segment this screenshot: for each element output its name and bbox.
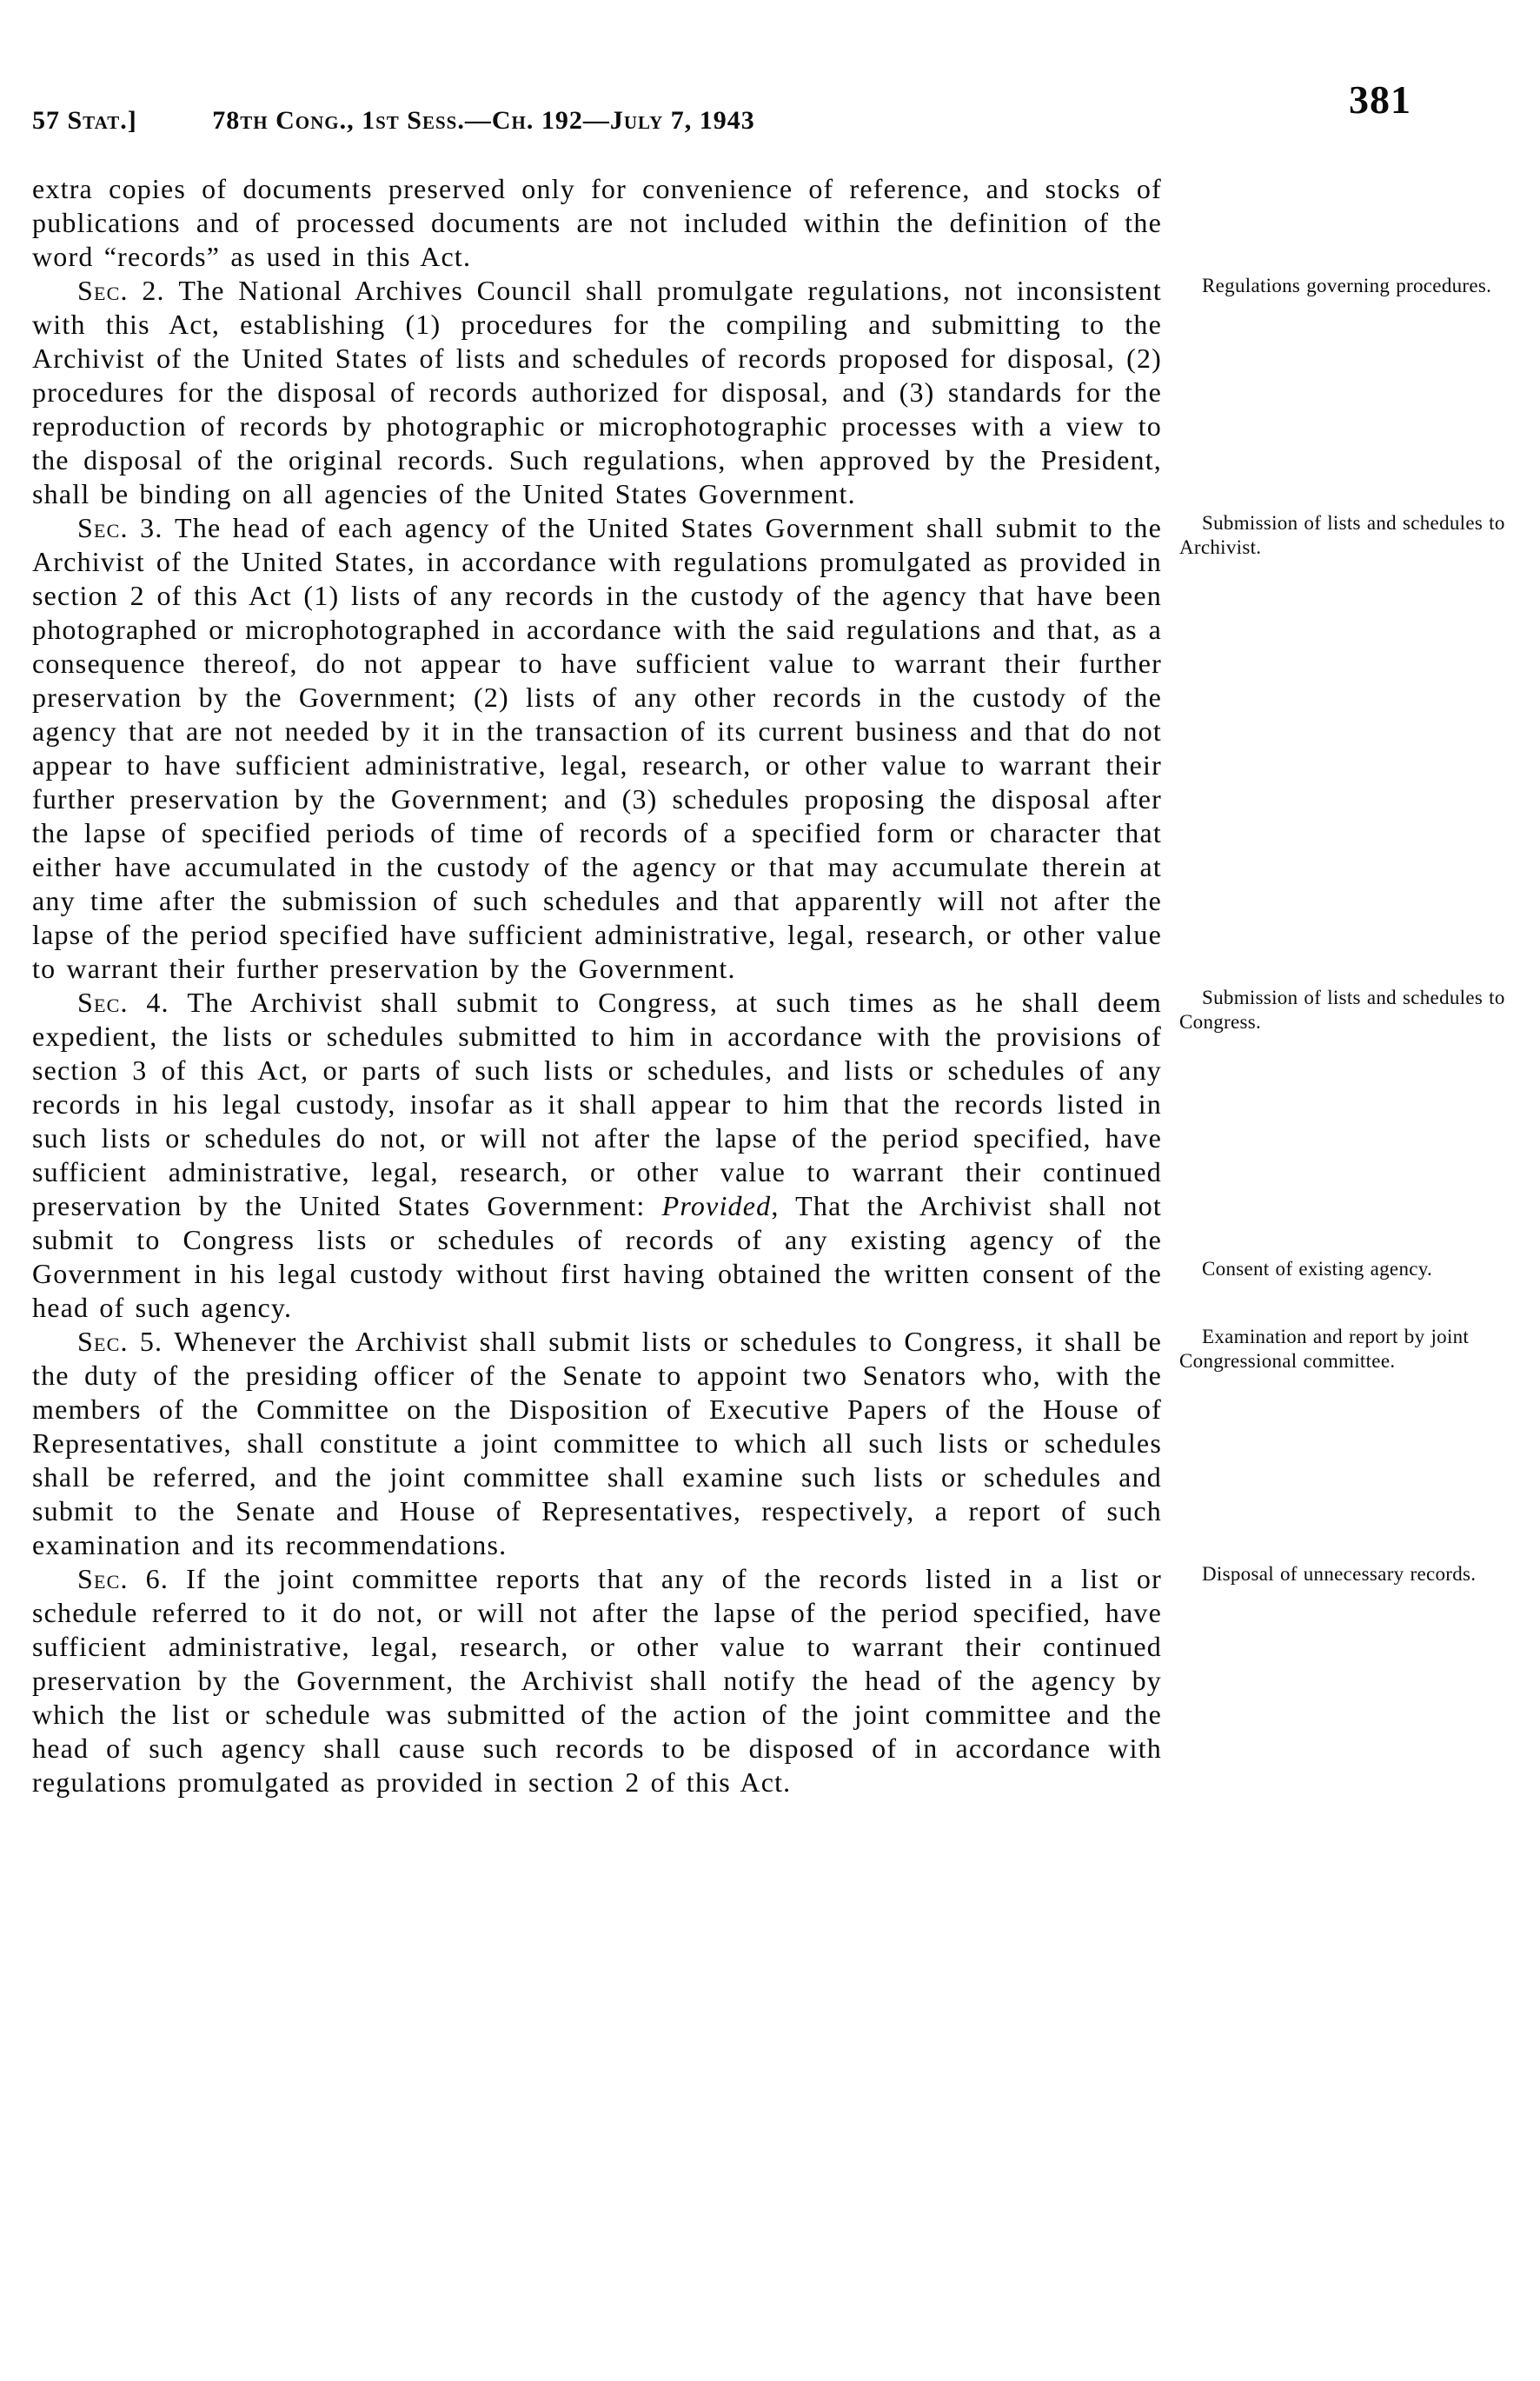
paragraph-text: The Archivist shall submit to Congress, at such times as he shall deem expedient, the lists or schedules submitted to him in accordance with the provisions of section 3 of this Act, or parts of such lists or schedules, and lists or schedules of any records in his legal custody, insofar as it shall appear to him that the records listed in such lists or schedules do not, or will not after the lapse of the period specified, have sufficient administrative, legal, research, or other value to warrant their continued preservation by the United States Government: (32, 987, 1163, 1221)
section-label: Sec. 4. (77, 987, 188, 1018)
section-label: Sec. 2. (77, 275, 179, 306)
paragraph (32, 274, 1492, 511)
paragraph-text: extra copies of documents preserved only for convenience of reference, and stocks of publications and of processed documents are not included within the definition of the word “records” as used in this Act. (32, 173, 1162, 272)
paragraph (32, 986, 1505, 1325)
paragraph (32, 511, 1505, 986)
paragraph-text: If the joint committee reports that any of the records listed in a list or schedule referred to it do not, or will not after the lapse of the period specified, have sufficient administrative, legal, research, or other value to warrant their continued preservation by the Government, the Archivist shall notify the head of the agency by which the list or schedule was submitted of the action of the joint committee and the head of such agency shall cause such records to be disposed of in accordance with regulations promulgated as provided in section 2 of this Act. (32, 1563, 1162, 1798)
paragraph-text: The head of each agency of the United States Government shall submit to the Archivist of the United States, in accordance with regulations promulgated as provided in section 2 of this Act (1) lists of any records in the custody of the agency that have been photographed or microphotographed in accordance with the said regulations and that, as a consequence thereof, do not appear to have sufficient value to warrant their further preservation by the Government; (2) lists of any other records in the custody of the agency that are not needed by it in the transaction of its current business and that do not appear to have sufficient administrative, legal, research, or other value to warrant their further preservation by the Government; and (3) schedules proposing the disposal after the lapse of specified periods of time of records of a specified form or character that either have accumulated in the custody of the agency or that may accumulate therein at any time after the submission of such schedules and that apparently will not after the lapse of the period specified have sufficient administrative, legal, research, or other value to warrant their further preservation by the Government. (32, 512, 1162, 984)
paragraph-text: Whenever the Archivist shall submit lists or schedules to Congress, it shall be the duty of the presiding officer of the Senate to appoint two Senators who, with the members of the Committee on the Disposition of Executive Papers of the House of Representatives, shall constitute a joint committee to which all such lists or schedules shall be referred, and the joint committee shall examine such lists or schedules and submit to the Senate and House of Representatives, respectively, a report of such examination and its recommendations. (32, 1326, 1162, 1560)
section-label: Sec. 6. (77, 1563, 187, 1594)
margin-note: Submission of lists and schedules to Archivist. (1179, 512, 1505, 558)
margin-note: Regulations governing procedures. (1202, 275, 1492, 296)
page-header (32, 106, 1505, 136)
paragraph-text: , That the Archivist shall not submit to Congress lists or schedules of records of any existing agency of the Government in his legal custody without first having obtained the written consent of the head of such agency. (32, 1190, 1163, 1323)
margin-note: Submission of lists and schedules to Congress. (1179, 987, 1505, 1033)
stat-citation: 57 Stat.] (32, 106, 137, 135)
paragraph (32, 1562, 1477, 1799)
margin-note: Consent of existing agency. (1202, 1258, 1433, 1280)
margin-note: Examination and report by joint Congressional committee. (1179, 1326, 1470, 1372)
session-line: 78th Cong., 1st Sess.—Ch. 192—July 7, 1943 (212, 106, 755, 135)
paragraph (32, 172, 1162, 274)
margin-note: Disposal of unnecessary records. (1202, 1563, 1477, 1585)
paragraph-text: Provided (661, 1190, 772, 1221)
document-body (32, 172, 1505, 1799)
paragraph (32, 1325, 1470, 1562)
page-number: 381 (1349, 77, 1411, 122)
section-label: Sec. 5. (77, 1326, 175, 1357)
paragraph-text: The National Archives Council shall promulgate regulations, not inconsistent with this Act, establishing (1) procedures for the compiling and submitting to the Archivist of the United States of lists and schedules of records proposed for disposal, (2) procedures for the disposal of records authorized for disposal, and (3) standards for the reproduction of records by photographic or microphotographic processes with a view to the disposal of the original records. Such regulations, when approved by the President, shall be binding on all agencies of the United States Government. (32, 275, 1162, 509)
section-label: Sec. 3. (77, 512, 175, 543)
